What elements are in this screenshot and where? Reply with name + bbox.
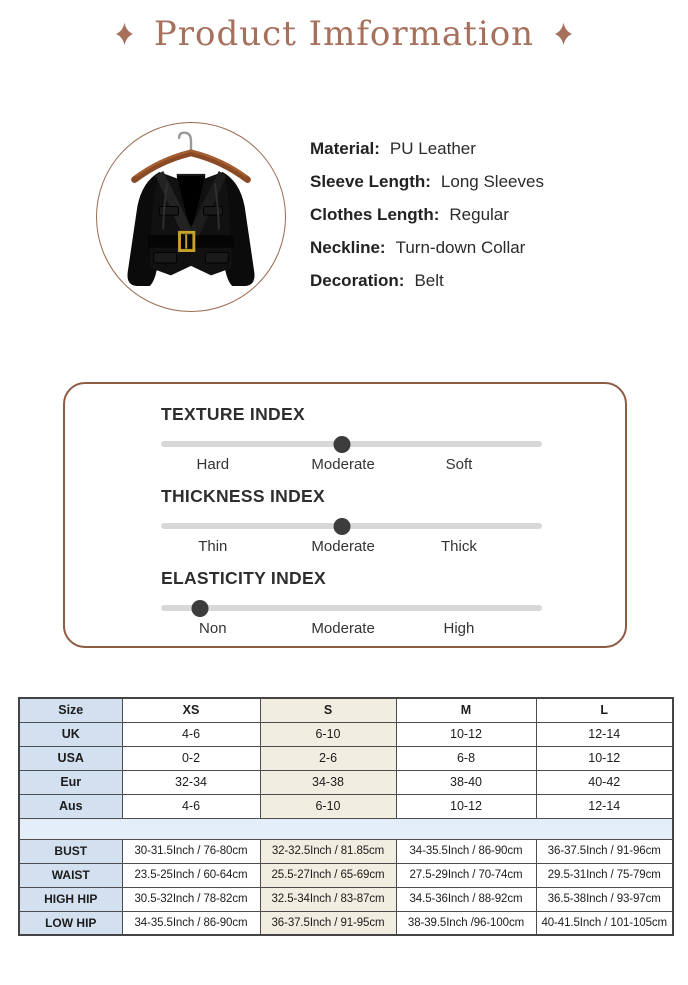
table-cell: 6-10 [260,722,396,746]
table-cell: 12-14 [536,722,673,746]
table-header-cell: XS [122,698,260,722]
table-cell: 10-12 [536,746,673,770]
detail-value: Long Sleeves [440,171,544,191]
detail-label: Sleeve Length: [310,171,431,191]
slider-dot [333,518,350,535]
detail-label: Neckline: [310,237,386,257]
table-cell: 34-35.5Inch / 86-90cm [122,911,260,935]
detail-label: Clothes Length: [310,204,440,224]
table-cell: 25.5-27Inch / 65-69cm [260,863,396,887]
slider-track [161,441,542,447]
elasticity-index-slider [161,600,542,617]
table-header-cell: Size [19,698,122,722]
table-cell: 40-41.5Inch / 101-105cm [536,911,673,935]
table-header-row [19,698,673,722]
table-cell: 6-8 [396,746,536,770]
table-header-cell: S [260,698,396,722]
table-cell: 0-2 [122,746,260,770]
detail-row [310,231,544,264]
table-cell: 29.5-31Inch / 75-79cm [536,863,673,887]
slider-track [161,605,542,611]
texture-index-title: TEXTURE INDEX [161,404,305,424]
slider-label: Hard [196,456,230,473]
detail-row [310,264,544,297]
row-label-cell: UK [19,722,122,746]
texture-index-slider [161,436,542,453]
slider-label: Moderate [311,538,375,555]
table-cell: 34-38 [260,770,396,794]
row-label-cell: BUST [19,839,122,863]
product-details [286,122,544,297]
table-cell: 2-6 [260,746,396,770]
table-row [19,839,673,863]
slider-dot [191,600,208,617]
table-spacer-row [19,818,673,839]
row-label-cell: USA [19,746,122,770]
detail-value: PU Leather [389,138,476,158]
detail-row [310,198,544,231]
thickness-index-title: THICKNESS INDEX [161,486,325,506]
table-row [19,770,673,794]
fabric-index-panel [63,382,627,648]
slider-label: High [443,620,475,637]
jacket-illustration [100,125,282,309]
slider-labels [161,538,542,559]
table-row [19,863,673,887]
table-cell: 38-39.5Inch /96-100cm [396,911,536,935]
row-label-cell: Eur [19,770,122,794]
table-cell: 38-40 [396,770,536,794]
product-image [96,122,286,312]
table-cell: 32-32.5Inch / 81.85cm [260,839,396,863]
detail-value: Turn-down Collar [395,237,526,257]
slider-label: Moderate [311,620,375,637]
table-cell: 30.5-32Inch / 78-82cm [122,887,260,911]
table-cell: 30-31.5Inch / 76-80cm [122,839,260,863]
detail-row [310,132,544,165]
slider-label: Non [199,620,227,637]
row-label-cell: LOW HIP [19,911,122,935]
table-header-cell: L [536,698,673,722]
table-cell: 32.5-34Inch / 83-87cm [260,887,396,911]
table-row [19,887,673,911]
table-cell: 10-12 [396,794,536,818]
table-cell: 34-35.5Inch / 86-90cm [396,839,536,863]
table-cell: 10-12 [396,722,536,746]
row-label-cell: Aus [19,794,122,818]
table-cell: 32-34 [122,770,260,794]
slider-track [161,523,542,529]
table-row [19,911,673,935]
table-cell: 27.5-29Inch / 70-74cm [396,863,536,887]
thickness-index-group [161,486,542,559]
table-header-cell: M [396,698,536,722]
table-cell: 40-42 [536,770,673,794]
table-row [19,746,673,770]
texture-index-group [161,404,542,477]
size-chart-table [18,697,674,936]
slider-dot [333,436,350,453]
table-row [19,794,673,818]
slider-labels [161,620,542,641]
slider-label: Soft [445,456,473,473]
table-cell: 36.5-38Inch / 93-97cm [536,887,673,911]
detail-row [310,165,544,198]
detail-label: Decoration: [310,270,405,290]
slider-label: Thin [198,538,228,555]
elasticity-index-group [161,568,542,641]
row-label-cell: HIGH HIP [19,887,122,911]
table-cell: 34.5-36Inch / 88-92cm [396,887,536,911]
thickness-index-slider [161,518,542,535]
elasticity-index-title: ELASTICITY INDEX [161,568,326,588]
table-cell: 4-6 [122,722,260,746]
sparkle-icon [555,22,572,46]
table-cell: 4-6 [122,794,260,818]
table-cell: 23.5-25Inch / 60-64cm [122,863,260,887]
detail-value: Belt [414,270,444,290]
table-row [19,722,673,746]
page-title: Product Imformation [153,14,535,54]
slider-label: Thick [441,538,477,555]
detail-value: Regular [449,204,509,224]
page-header [0,0,688,60]
detail-label: Material: [310,138,380,158]
slider-labels [161,456,542,477]
table-cell: 36-37.5Inch / 91-96cm [536,839,673,863]
sparkle-icon [116,22,133,46]
row-label-cell: WAIST [19,863,122,887]
product-section [0,122,688,312]
table-cell: 6-10 [260,794,396,818]
slider-label: Moderate [311,456,375,473]
table-cell: 36-37.5Inch / 91-95cm [260,911,396,935]
spacer-cell [19,818,673,839]
table-cell: 12-14 [536,794,673,818]
